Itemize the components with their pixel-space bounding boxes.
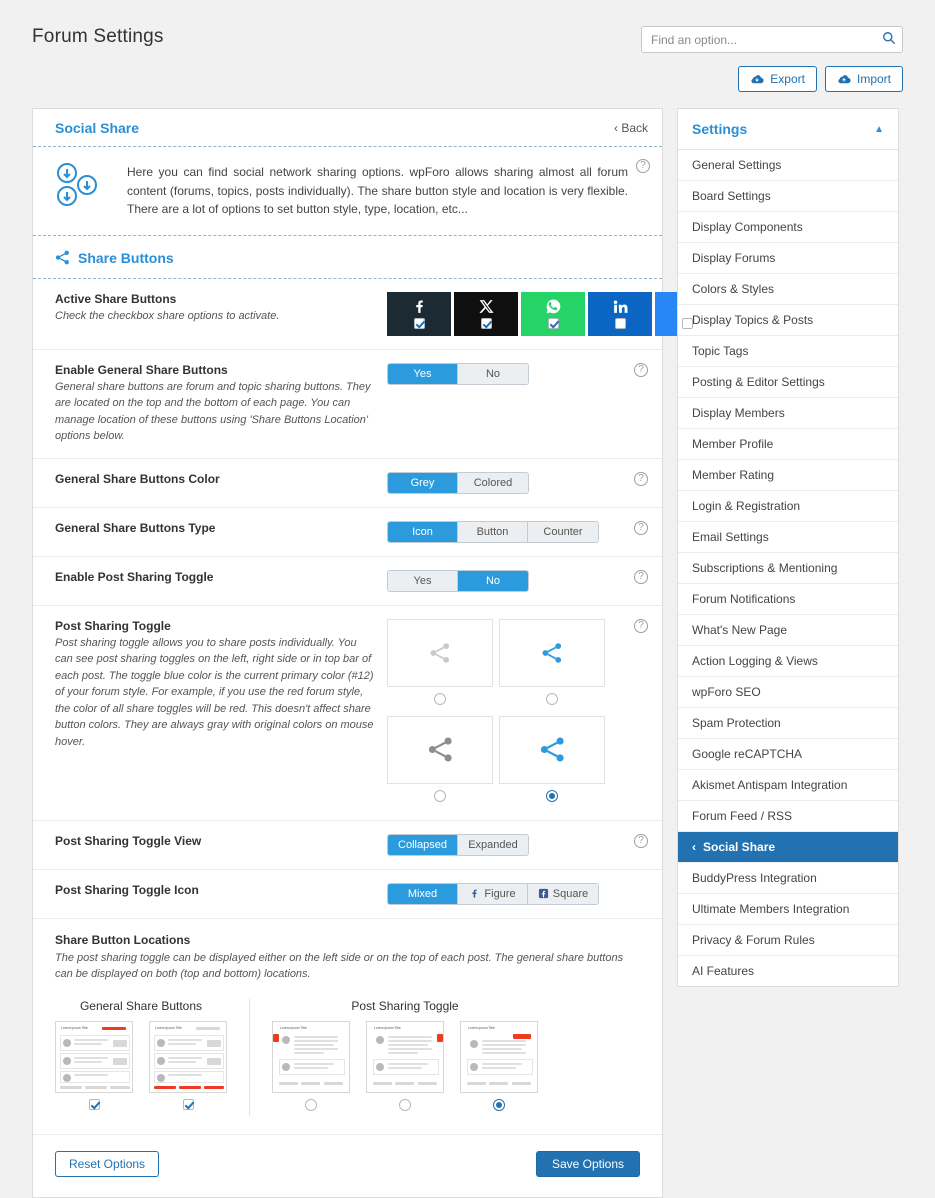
toggle-icon-mixed[interactable]: Mixed: [388, 884, 458, 904]
share-icon-blue-small: [541, 642, 563, 664]
export-label: Export: [770, 72, 805, 86]
location-group-general-title: General Share Buttons: [79, 998, 203, 1013]
post-sharing-toggle-label: Post Sharing Toggle: [55, 618, 171, 633]
post-toggle-enable-no[interactable]: No: [458, 571, 528, 591]
x-twitter-icon: [478, 298, 495, 315]
sidebar-item-label: Board Settings: [692, 189, 771, 203]
locations-divider: [249, 999, 250, 1116]
sidebar-item-label: Display Topics & Posts: [692, 313, 814, 327]
sidebar-item-board-settings[interactable]: [678, 181, 898, 212]
toggle-view-toggle[interactable]: [387, 834, 529, 856]
vk-checkbox[interactable]: [682, 318, 693, 329]
section-title-label: Share Buttons: [78, 249, 174, 266]
facebook-checkbox[interactable]: [414, 318, 425, 329]
preview-radio-blue-large[interactable]: [546, 790, 558, 802]
facebook-figure-icon: [469, 888, 480, 899]
settings-panel: [32, 108, 663, 1198]
sidebar-item-label: Ultimate Members Integration: [692, 902, 850, 916]
option-row-general-color: [33, 459, 662, 508]
sidebar-item-label: Display Members: [692, 406, 785, 420]
checkbox-top-location[interactable]: [89, 1099, 100, 1110]
option-row-toggle-view: [33, 821, 662, 870]
thumb-bottom-preview: Lorem ipsum Title: [149, 1021, 227, 1093]
sidebar-item-email-settings[interactable]: [678, 522, 898, 553]
sidebar-item-ultimate-members-integration[interactable]: [678, 894, 898, 925]
locations-label: Share Button Locations: [55, 932, 191, 947]
sidebar-item-label: Privacy & Forum Rules: [692, 933, 815, 947]
facebook-square-icon: [538, 888, 549, 899]
toggle-icon-toggle[interactable]: [387, 883, 599, 905]
sidebar-item-buddypress-integration[interactable]: [678, 863, 898, 894]
toggle-view-collapsed[interactable]: Collapsed: [388, 835, 458, 855]
general-color-grey[interactable]: Grey: [388, 473, 458, 493]
sidebar-item-what-s-new-page[interactable]: [678, 615, 898, 646]
general-share-yes[interactable]: Yes: [388, 364, 458, 384]
sidebar-item-label: General Settings: [692, 158, 782, 172]
preview-blue-small[interactable]: [499, 619, 605, 710]
location-group-general: [55, 999, 227, 1116]
option-row-active-share: [33, 279, 662, 350]
share-button-x[interactable]: [454, 292, 518, 336]
sidebar-item-label: Colors & Styles: [692, 282, 775, 296]
sidebar-list: [678, 150, 898, 986]
location-thumb-bottom[interactable]: [149, 1021, 227, 1115]
location-group-post: [272, 999, 538, 1116]
export-button[interactable]: [738, 66, 817, 92]
share-icon: [55, 250, 70, 265]
preview-radio-grey-small[interactable]: [434, 693, 446, 705]
sidebar-item-label: Subscriptions & Mentioning: [692, 561, 838, 575]
locations-desc: The post sharing toggle can be displayed either on the left side or on the top of each post. The general share buttons can be displayed on both (top and bottom) locations.: [55, 951, 624, 981]
x-checkbox[interactable]: [481, 318, 492, 329]
sidebar-item-label: Member Profile: [692, 437, 774, 451]
sidebar-item-label: Google reCAPTCHA: [692, 747, 803, 761]
sidebar-item-label: Display Components: [692, 220, 803, 234]
radio-left-location[interactable]: [305, 1099, 317, 1111]
sidebar-item-label: Spam Protection: [692, 716, 781, 730]
panel-footer: [33, 1134, 662, 1197]
thumb-top-preview: Lorem ipsum Title: [55, 1021, 133, 1093]
toggle-view-label: Post Sharing Toggle View: [55, 833, 202, 848]
sidebar-item-label: Display Forums: [692, 251, 776, 265]
option-row-post-toggle-enable: [33, 557, 662, 606]
search-icon[interactable]: [882, 31, 896, 45]
sidebar-item-privacy-forum-rules[interactable]: [678, 925, 898, 956]
page-title: Forum Settings: [32, 26, 164, 47]
option-row-general-share: [33, 350, 662, 459]
general-color-toggle[interactable]: [387, 472, 529, 494]
general-share-toggle[interactable]: [387, 363, 529, 385]
panel-title: Social Share: [55, 120, 140, 136]
sidebar-item-member-rating[interactable]: [678, 460, 898, 491]
import-label: Import: [856, 72, 891, 86]
sidebar-item-spam-protection[interactable]: [678, 708, 898, 739]
sidebar-item-display-forums[interactable]: [678, 243, 898, 274]
settings-sidebar: [677, 108, 899, 987]
sidebar-item-ai-features[interactable]: [678, 956, 898, 986]
sidebar-item-topic-tags[interactable]: [678, 336, 898, 367]
sidebar-item-label: Action Logging & Views: [692, 654, 818, 668]
toggle-icon-figure-label: Figure: [484, 887, 516, 900]
help-icon-post-toggle-enable[interactable]: ?: [634, 570, 648, 584]
linkedin-icon: [612, 298, 629, 315]
location-thumb-top[interactable]: [55, 1021, 133, 1115]
sidebar-item-label: What's New Page: [692, 623, 787, 637]
share-icon-blue-large: [539, 736, 566, 763]
thumb-topbar-preview: Lorem ipsum Title: [460, 1021, 538, 1093]
location-thumb-left[interactable]: [272, 1021, 350, 1116]
share-icon-grey-small: [429, 642, 451, 664]
radio-right-location[interactable]: [399, 1099, 411, 1111]
post-toggle-enable-yes[interactable]: Yes: [388, 571, 458, 591]
sidebar-title: Settings: [692, 121, 748, 137]
reset-options-button[interactable]: Reset Options: [55, 1151, 159, 1177]
sidebar-header[interactable]: [678, 109, 898, 150]
sidebar-item-subscriptions-mentioning[interactable]: [678, 553, 898, 584]
general-type-icon[interactable]: Icon: [388, 522, 458, 542]
post-sharing-toggle-previews: [387, 619, 605, 807]
preview-grey-large[interactable]: [387, 716, 493, 807]
intro-block: [33, 147, 662, 236]
sidebar-item-akismet-antispam-integration[interactable]: [678, 770, 898, 801]
sidebar-item-display-members[interactable]: [678, 398, 898, 429]
facebook-icon: [411, 298, 428, 315]
general-color-label: General Share Buttons Color: [55, 471, 220, 486]
sidebar-item-label: Forum Feed / RSS: [692, 809, 793, 823]
sidebar-item-label: Forum Notifications: [692, 592, 796, 606]
general-type-counter[interactable]: Counter: [528, 522, 598, 542]
share-button-linkedin[interactable]: [588, 292, 652, 336]
sidebar-item-colors-styles[interactable]: [678, 274, 898, 305]
preview-radio-grey-large[interactable]: [434, 790, 446, 802]
general-type-label: General Share Buttons Type: [55, 520, 216, 535]
cloud-download-icon: [750, 72, 764, 86]
back-link[interactable]: ‹ Back: [613, 121, 648, 135]
general-share-label: Enable General Share Buttons: [55, 362, 228, 377]
share-network-icon: [55, 161, 111, 219]
sidebar-item-member-profile[interactable]: [678, 429, 898, 460]
sidebar-item-display-components[interactable]: [678, 212, 898, 243]
chevron-left-icon: ‹: [692, 840, 696, 854]
share-icon-grey-large: [427, 736, 454, 763]
general-type-button[interactable]: Button: [458, 522, 528, 542]
export-import-bar: [0, 66, 935, 92]
sidebar-item-label: Akismet Antispam Integration: [692, 778, 848, 792]
location-thumb-topbar[interactable]: [460, 1021, 538, 1116]
location-thumb-right[interactable]: [366, 1021, 444, 1116]
sidebar-item-social-share[interactable]: [678, 832, 898, 863]
preview-radio-blue-small[interactable]: [546, 693, 558, 705]
radio-topbar-location[interactable]: [493, 1099, 505, 1111]
share-buttons-section-title: [33, 236, 662, 279]
help-icon[interactable]: ?: [636, 159, 650, 173]
sidebar-item-google-recaptcha[interactable]: [678, 739, 898, 770]
whatsapp-checkbox[interactable]: [548, 318, 559, 329]
option-row-general-type: [33, 508, 662, 557]
toggle-view-expanded[interactable]: Expanded: [458, 835, 528, 855]
active-share-buttons: [387, 292, 719, 336]
sidebar-item-display-topics-posts[interactable]: [678, 305, 898, 336]
thumb-right-preview: Lorem ipsum Title: [366, 1021, 444, 1093]
sidebar-item-label: Posting & Editor Settings: [692, 375, 825, 389]
preview-blue-large[interactable]: [499, 716, 605, 807]
sidebar-item-posting-editor-settings[interactable]: [678, 367, 898, 398]
toggle-icon-square[interactable]: [528, 884, 598, 904]
post-sharing-toggle-desc: Post sharing toggle allows you to share posts individually. You can see post sharing toggles on the left, right side or in top bar of each post. The toggle blue color is the current primary color (#12) of your forum style. For example, if you use the red forum style, the color of all share toggles will be red. This doesn't affect share button colors. They are always gray with original colors on mouse hover.: [55, 636, 374, 748]
sidebar-item-label: Member Rating: [692, 468, 775, 482]
sidebar-item-login-registration[interactable]: [678, 491, 898, 522]
general-share-desc: General share buttons are forum and topic sharing buttons. They are located on the top and the bottom of each page. You can manage location of these buttons using 'Share Buttons Location' options below.: [55, 380, 371, 443]
toggle-icon-label: Post Sharing Toggle Icon: [55, 882, 199, 897]
sidebar-item-forum-feed-rss[interactable]: [678, 801, 898, 832]
toggle-icon-square-label: Square: [552, 887, 589, 900]
sidebar-item-action-logging-views[interactable]: [678, 646, 898, 677]
import-button[interactable]: [825, 66, 903, 92]
toggle-icon-figure[interactable]: [458, 884, 528, 904]
general-type-toggle[interactable]: [387, 521, 599, 543]
intro-text: Here you can find social network sharing options. wpForo allows sharing almost all forum content (forums, topics, posts individually). The share button style and location is very flexible. There are a lot of options to set button style, type, location, etc...: [127, 165, 628, 217]
post-toggle-enable-toggle[interactable]: [387, 570, 529, 592]
help-icon-post-sharing-toggle[interactable]: ?: [634, 619, 648, 633]
sidebar-item-label: Topic Tags: [692, 344, 749, 358]
sidebar-item-label: Email Settings: [692, 530, 769, 544]
sidebar-item-label: Login & Registration: [692, 499, 801, 513]
whatsapp-icon: [545, 298, 562, 315]
share-button-facebook[interactable]: [387, 292, 451, 336]
checkbox-bottom-location[interactable]: [183, 1099, 194, 1110]
sidebar-item-label: AI Features: [692, 964, 755, 978]
sidebar-item-general-settings[interactable]: [678, 150, 898, 181]
sidebar-item-wpforo-seo[interactable]: [678, 677, 898, 708]
help-icon-general-color[interactable]: ?: [634, 472, 648, 486]
general-share-no[interactable]: No: [458, 364, 528, 384]
search-input[interactable]: [641, 26, 903, 53]
share-button-locations: [33, 919, 662, 1134]
general-color-colored[interactable]: Colored: [458, 473, 528, 493]
help-icon-general-share[interactable]: ?: [634, 363, 648, 377]
linkedin-checkbox[interactable]: [615, 318, 626, 329]
sidebar-item-label: Social Share: [703, 840, 776, 854]
save-options-button[interactable]: Save Options: [536, 1151, 640, 1177]
search-box[interactable]: [641, 26, 903, 53]
sidebar-item-label: wpForo SEO: [692, 685, 761, 699]
cloud-upload-icon: [837, 72, 851, 86]
option-row-post-sharing-toggle: [33, 606, 662, 821]
share-button-whatsapp[interactable]: [521, 292, 585, 336]
active-share-label: Active Share Buttons: [55, 291, 177, 306]
sidebar-item-forum-notifications[interactable]: [678, 584, 898, 615]
help-icon-toggle-view[interactable]: ?: [634, 834, 648, 848]
sidebar-item-label: BuddyPress Integration: [692, 871, 817, 885]
option-row-toggle-icon: [33, 870, 662, 919]
caret-up-icon[interactable]: ▲: [874, 123, 884, 135]
thumb-left-preview: Lorem ipsum Title: [272, 1021, 350, 1093]
location-group-post-title: Post Sharing Toggle: [351, 998, 459, 1013]
panel-header: [33, 109, 662, 147]
post-toggle-enable-label: Enable Post Sharing Toggle: [55, 569, 214, 584]
help-icon-general-type[interactable]: ?: [634, 521, 648, 535]
active-share-desc: Check the checkbox share options to activate.: [55, 309, 280, 322]
preview-grey-small[interactable]: [387, 619, 493, 710]
